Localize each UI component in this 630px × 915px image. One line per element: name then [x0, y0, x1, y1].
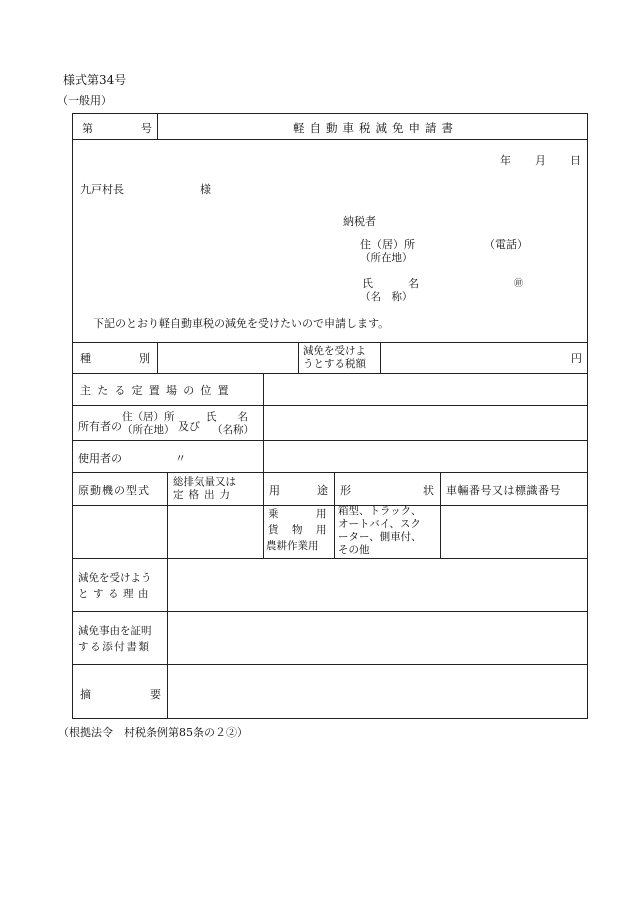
usage-option-cargo-2: 物	[292, 524, 303, 536]
date-month: 月	[535, 154, 546, 167]
documents-label-1: 減免事由を証明	[78, 625, 152, 637]
shape-header-2: 状	[423, 484, 434, 497]
owner-address-top: 住（居）所	[122, 411, 175, 423]
displacement-header-2: 定格出力	[173, 489, 235, 501]
name-sub: （名 称）	[360, 291, 413, 303]
date-year: 年	[500, 154, 511, 167]
usage-option-passenger-2: 用	[316, 508, 327, 520]
user-ditto: 〃	[175, 452, 186, 465]
location-label: 主たる定置場の位置	[80, 384, 235, 397]
owner-prefix: 所有者の	[78, 420, 122, 433]
type-label: 種	[80, 352, 91, 365]
usage-header: 用	[269, 484, 280, 497]
usage-header-2: 途	[317, 484, 328, 497]
remarks-label: 摘	[80, 688, 91, 701]
yen-unit: 円	[571, 352, 582, 365]
honorific: 様	[200, 183, 211, 196]
shape-header: 形	[340, 484, 351, 497]
form-title: 軽自動車税減免申請書	[293, 121, 458, 135]
owner-name-top: 氏 名	[206, 411, 248, 423]
owner-name-bottom: （名称）	[212, 424, 254, 436]
phone-label: （電話）	[484, 238, 528, 251]
seal-mark: ㊞	[514, 279, 524, 289]
address-label: 住（居）所	[360, 238, 415, 251]
usage-option-cargo: 貨	[268, 524, 279, 536]
name-label-2: 名	[408, 277, 419, 290]
usage-option-farm: 農耕作業用	[266, 540, 319, 552]
documents-label-2: する添付書類	[78, 641, 151, 653]
reason-label-1: 減免を受けよう	[78, 572, 152, 584]
legal-basis: （根拠法令 村税条例第85条の２②）	[58, 726, 248, 739]
number-suffix: 号	[141, 122, 152, 135]
owner-address-bottom: （所在地）	[122, 424, 175, 436]
usage-option-cargo-3: 用	[316, 524, 327, 536]
engine-model-header: 原動機の型式	[78, 484, 150, 497]
addressee: 九戸村長	[80, 183, 124, 196]
owner-and: 及び	[178, 420, 200, 433]
address-sub: （所在地）	[360, 252, 413, 264]
exempt-amount-label-1: 減免を受けよ	[303, 345, 366, 357]
shape-options-4: その他	[338, 544, 370, 556]
exempt-amount-label-2: うとする税額	[303, 358, 366, 370]
displacement-header-1: 総排気量又は	[173, 476, 236, 488]
plate-number-header: 車輛番号又は標識番号	[446, 484, 561, 497]
remarks-label-2: 要	[150, 688, 161, 701]
number-label: 第	[82, 122, 93, 135]
usage-option-passenger: 乗	[268, 508, 279, 520]
type-label-2: 別	[139, 352, 150, 365]
date-day: 日	[570, 154, 581, 167]
declaration: 下記のとおり軽自動車税の減免を受けたいので申請します。	[93, 317, 390, 330]
shape-options-3: ーター、側車付、	[338, 531, 422, 543]
reason-label-2: とする理由	[78, 588, 153, 600]
name-label: 氏	[362, 277, 373, 290]
taxpayer-label: 納税者	[343, 215, 376, 228]
shape-options-1: 箱型、トラック、	[338, 505, 422, 517]
form-usage: （一般用）	[57, 94, 112, 107]
shape-options-2: オートバイ、スク	[338, 518, 421, 530]
form-number: 様式第34号	[63, 73, 127, 87]
user-label: 使用者の	[78, 452, 122, 465]
